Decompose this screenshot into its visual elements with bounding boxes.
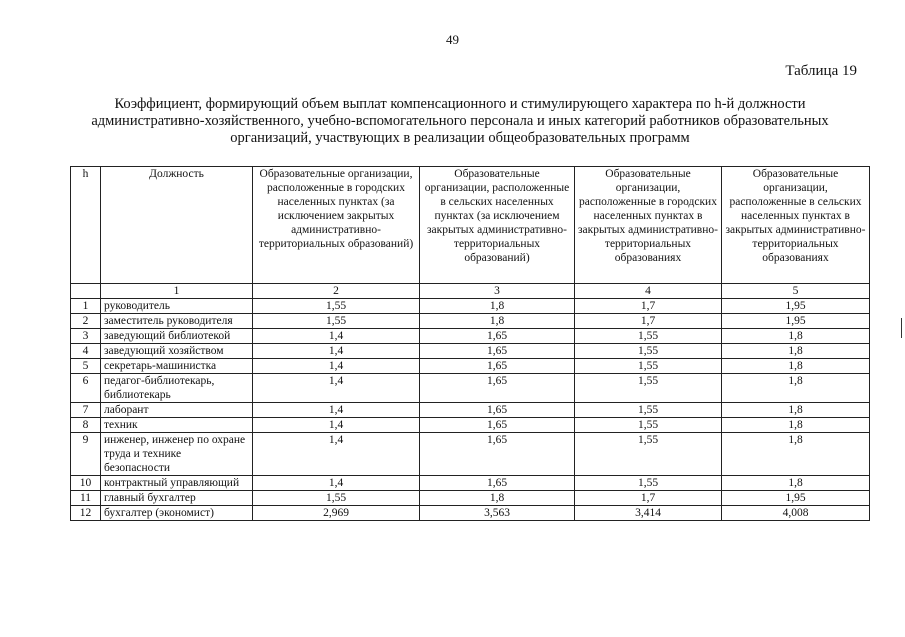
position-name: педагог-библиотекарь, библиотекарь (101, 374, 253, 403)
coefficient-urban: 1,55 (253, 299, 420, 314)
column-number: 2 (253, 284, 420, 299)
position-name: лаборант (101, 403, 253, 418)
header-urban: Образовательные организации, расположенные в городских населенных пунктах (за исключением закрытых административно-территориальных образований) (253, 167, 420, 284)
row-number: 12 (71, 506, 101, 521)
coefficient-urban-closed: 1,55 (575, 476, 722, 491)
row-number: 1 (71, 299, 101, 314)
coefficient-urban-closed: 1,7 (575, 314, 722, 329)
coefficient-rural-closed: 1,95 (722, 491, 870, 506)
coefficient-urban-closed: 1,55 (575, 344, 722, 359)
coefficient-rural: 1,8 (420, 491, 575, 506)
document-title (60, 96, 860, 147)
coefficient-rural-closed: 1,8 (722, 433, 870, 476)
coefficient-urban-closed: 1,55 (575, 359, 722, 374)
row-number: 4 (71, 344, 101, 359)
row-number: 6 (71, 374, 101, 403)
table-row (71, 344, 870, 359)
coefficient-rural-closed: 1,95 (722, 299, 870, 314)
header-urban-closed: Образовательные организации, расположенные в городских населенных пунктах в закрытых административно-территориальных образованиях (575, 167, 722, 284)
coefficient-urban-closed: 1,55 (575, 374, 722, 403)
title-line: Коэффициент, формирующий объем выплат компенсационного и стимулирующего характера по h-й должности (114, 96, 806, 112)
coefficient-urban: 1,55 (253, 491, 420, 506)
row-number: 11 (71, 491, 101, 506)
coefficient-urban-closed: 3,414 (575, 506, 722, 521)
coefficient-urban: 1,4 (253, 403, 420, 418)
coefficient-urban-closed: 1,7 (575, 299, 722, 314)
table-row (71, 491, 870, 506)
table-body (71, 299, 870, 521)
table-row (71, 506, 870, 521)
coefficient-rural-closed: 1,8 (722, 329, 870, 344)
row-number: 5 (71, 359, 101, 374)
coefficient-urban-closed: 1,55 (575, 329, 722, 344)
coefficient-urban-closed: 1,55 (575, 433, 722, 476)
position-name: руководитель (101, 299, 253, 314)
coefficient-urban-closed: 1,55 (575, 418, 722, 433)
row-number: 8 (71, 418, 101, 433)
coefficient-rural: 1,65 (420, 359, 575, 374)
coefficient-rural: 1,65 (420, 418, 575, 433)
column-number: 3 (420, 284, 575, 299)
coefficient-rural-closed: 1,8 (722, 359, 870, 374)
position-name: главный бухгалтер (101, 491, 253, 506)
header-rural-closed: Образовательные организации, расположенные в сельских населенных пунктах в закрытых административно-территориальных образованиях (722, 167, 870, 284)
coefficient-rural: 1,65 (420, 374, 575, 403)
column-numbers-row (71, 284, 870, 299)
coefficient-urban: 1,4 (253, 476, 420, 491)
table-row (71, 374, 870, 403)
page-number: 49 (446, 32, 459, 47)
position-name: бухгалтер (экономист) (101, 506, 253, 521)
coefficient-urban: 1,4 (253, 359, 420, 374)
column-number: 1 (101, 284, 253, 299)
table-row (71, 476, 870, 491)
coefficient-rural: 1,8 (420, 299, 575, 314)
coefficient-rural-closed: 1,95 (722, 314, 870, 329)
row-number: 9 (71, 433, 101, 476)
coefficient-rural-closed: 4,008 (722, 506, 870, 521)
coefficient-rural: 3,563 (420, 506, 575, 521)
row-number: 10 (71, 476, 101, 491)
table-row (71, 418, 870, 433)
row-number: 7 (71, 403, 101, 418)
coefficient-rural: 1,65 (420, 329, 575, 344)
table-row (71, 314, 870, 329)
coefficient-urban-closed: 1,55 (575, 403, 722, 418)
position-name: заведующий хозяйством (101, 344, 253, 359)
coefficient-rural: 1,65 (420, 433, 575, 476)
coefficient-urban: 1,4 (253, 418, 420, 433)
table-row (71, 359, 870, 374)
position-name: заместитель руководителя (101, 314, 253, 329)
table-header-row (71, 167, 870, 284)
coefficient-rural-closed: 1,8 (722, 476, 870, 491)
coefficient-urban: 1,4 (253, 329, 420, 344)
coefficient-rural-closed: 1,8 (722, 418, 870, 433)
coefficient-rural: 1,8 (420, 314, 575, 329)
position-name: техник (101, 418, 253, 433)
table-row (71, 433, 870, 476)
column-number: 5 (722, 284, 870, 299)
scan-edge-mark (901, 318, 902, 338)
position-name: заведующий библиотекой (101, 329, 253, 344)
row-number: 3 (71, 329, 101, 344)
table-row (71, 299, 870, 314)
coefficient-rural-closed: 1,8 (722, 403, 870, 418)
position-name: инженер, инженер по охране труда и технике безопасности (101, 433, 253, 476)
coefficient-urban: 1,4 (253, 433, 420, 476)
column-number: 4 (575, 284, 722, 299)
coefficient-urban: 1,4 (253, 374, 420, 403)
coefficient-urban: 1,55 (253, 314, 420, 329)
position-name: секретарь-машинистка (101, 359, 253, 374)
coefficient-rural-closed: 1,8 (722, 374, 870, 403)
coefficient-urban: 1,4 (253, 344, 420, 359)
table-row (71, 403, 870, 418)
coefficient-rural: 1,65 (420, 476, 575, 491)
coefficient-urban: 2,969 (253, 506, 420, 521)
coefficients-table (70, 166, 870, 521)
row-number: 2 (71, 314, 101, 329)
header-position: Должность (101, 167, 253, 284)
coefficient-rural-closed: 1,8 (722, 344, 870, 359)
header-h: h (71, 167, 101, 284)
coefficient-rural: 1,65 (420, 344, 575, 359)
position-name: контрактный управляющий (101, 476, 253, 491)
coefficient-rural: 1,65 (420, 403, 575, 418)
table-row (71, 329, 870, 344)
title-line: административно-хозяйственного, учебно-вспомогательного персонала и иных категорий работников образовательных (91, 113, 829, 129)
column-number-empty (71, 284, 101, 299)
coefficient-urban-closed: 1,7 (575, 491, 722, 506)
title-line: организаций, участвующих в реализации общеобразовательных программ (230, 130, 690, 146)
table-caption: Таблица 19 (785, 63, 857, 79)
header-rural: Образовательные организации, расположенные в сельских населенных пунктах (за исключением закрытых административно-территориальных образований) (420, 167, 575, 284)
